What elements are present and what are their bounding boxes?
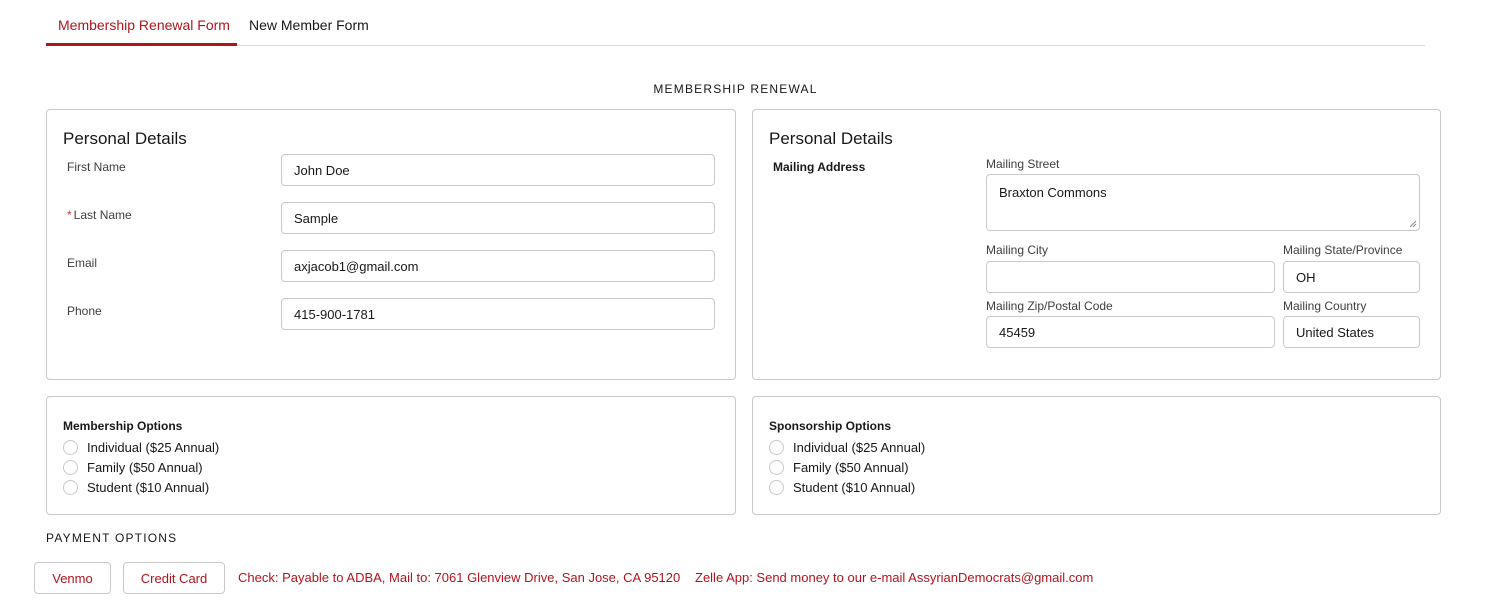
payment-options-title: PAYMENT OPTIONS <box>46 531 178 545</box>
first-name-label: First Name <box>67 160 126 174</box>
form-tabs <box>46 0 1425 46</box>
membership-options-title: Membership Options <box>63 419 183 433</box>
mailing-street-label: Mailing Street <box>986 157 1060 171</box>
radio-button[interactable] <box>63 460 78 475</box>
membership-option-family[interactable]: Family ($50 Annual) <box>63 460 203 475</box>
required-marker: * <box>67 208 72 222</box>
active-tab-indicator <box>46 43 237 46</box>
mailing-country-input[interactable]: United States <box>1283 316 1420 348</box>
personal-details-card <box>46 109 736 380</box>
mailing-zip-label: Mailing Zip/Postal Code <box>986 299 1113 313</box>
mailing-state-label: Mailing State/Province <box>1283 243 1403 257</box>
personal-details-title: Personal Details <box>769 129 893 148</box>
membership-option-student[interactable]: Student ($10 Annual) <box>63 480 209 495</box>
email-label: Email <box>67 256 98 270</box>
membership-options-card <box>46 396 736 515</box>
personal-details-title: Personal Details <box>63 129 187 148</box>
resize-grip-icon[interactable] <box>1409 220 1417 228</box>
phone-input[interactable]: 415-900-1781 <box>281 298 715 330</box>
tab-new-member-form[interactable]: New Member Form <box>249 17 369 33</box>
radio-button[interactable] <box>63 480 78 495</box>
mailing-country-label: Mailing Country <box>1283 299 1367 313</box>
radio-button[interactable] <box>769 480 784 495</box>
last-name-input[interactable]: Sample <box>281 202 715 234</box>
page-title: MEMBERSHIP RENEWAL <box>653 82 818 96</box>
first-name-input[interactable]: John Doe <box>281 154 715 186</box>
radio-button[interactable] <box>769 440 784 455</box>
venmo-button[interactable]: Venmo <box>34 562 111 594</box>
last-name-label: * Last Name <box>67 208 132 222</box>
check-payment-text: Check: Payable to ADBA, Mail to: 7061 Glenview Drive, San Jose, CA 95120 <box>238 570 681 585</box>
email-input[interactable]: axjacob1@gmail.com <box>281 250 715 282</box>
membership-option-individual[interactable]: Individual ($25 Annual) <box>63 440 219 455</box>
sponsorship-option-individual[interactable]: Individual ($25 Annual) <box>769 440 925 455</box>
radio-button[interactable] <box>63 440 78 455</box>
mailing-street-value: Braxton Commons <box>999 185 1107 200</box>
phone-label: Phone <box>67 304 102 318</box>
mailing-zip-input[interactable]: 45459 <box>986 316 1275 348</box>
mailing-address-card <box>752 109 1441 380</box>
mailing-city-label: Mailing City <box>986 243 1049 257</box>
sponsorship-option-student[interactable]: Student ($10 Annual) <box>769 480 915 495</box>
mailing-state-input[interactable]: OH <box>1283 261 1420 293</box>
tab-membership-renewal-form[interactable]: Membership Renewal Form <box>58 17 230 33</box>
zelle-payment-text: Zelle App: Send money to our e-mail AssyrianDemocrats@gmail.com <box>695 570 1094 585</box>
mailing-city-input[interactable] <box>986 261 1275 293</box>
sponsorship-option-family[interactable]: Family ($50 Annual) <box>769 460 909 475</box>
sponsorship-options-title: Sponsorship Options <box>769 419 891 433</box>
credit-card-button[interactable]: Credit Card <box>123 562 225 594</box>
mailing-street-textarea[interactable] <box>986 174 1420 231</box>
mailing-address-label: Mailing Address <box>773 160 866 174</box>
sponsorship-options-card <box>752 396 1441 515</box>
radio-button[interactable] <box>769 460 784 475</box>
